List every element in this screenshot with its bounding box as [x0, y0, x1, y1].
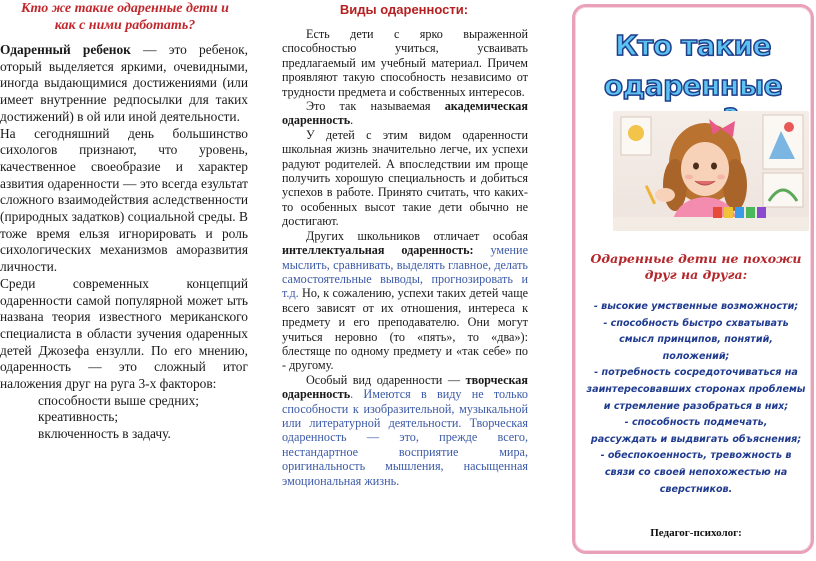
cover-panel [572, 4, 814, 554]
psychologist-signature-label: Педагог-психолог: [650, 527, 742, 539]
right-column [566, 0, 816, 561]
trait-line: - потребность сосредоточиваться на [594, 367, 798, 379]
trait-line: - обеспокоенность, тревожность в [600, 450, 792, 462]
traits-list [577, 299, 815, 498]
child-drawing-illustration [613, 111, 809, 231]
trait-line: связи со своей непохожестью на [604, 466, 788, 478]
trait-line: - высокие умственные возможности; [593, 301, 799, 312]
cover-subheading: Одаренные дети не похожи друг на друга: [590, 251, 802, 282]
middle-column [276, 0, 532, 561]
trait-line: сверстников. [659, 483, 733, 495]
paragraph-3: Среди современных концепций одаренности самой популярной может ыть названа теория известного мериканского специалиста в области зучения одаренных детей Джозефа ензулли. По его мнению, одаренность — это сложный итог наложения друг на руга 3-х факторов: [0, 275, 248, 392]
lead-paragraph [0, 42, 248, 126]
cover-title-line-1: Кто такие [614, 29, 772, 62]
left-column-title: Кто же такие одаренные дети и как с ними работать? [21, 1, 229, 33]
trait-line: рассуждать и выдвигать объяснения; [590, 433, 802, 445]
paragraph-2: На сегодняшний день большинство сихологов признают, что уровень, качественное своеобразие и характер азвития одаренности — это всегда езультат сложного взаимодействия аследственности (природных задатков) социальной среды. В тоже время ельзя игнорировать и роль сихологических механизмов аморазвития личности. [0, 125, 248, 275]
middle-column-title: Виды одаренности: [339, 2, 469, 17]
paragraph-intellectual: Других школьников отличает особая интеллектуальная одаренность: умение мыслить, сравнивать, выделять главное, делать самостоятельные выводы, прогнозировать и т.д. Но, к сожалению, успехи таких детей чаще всего зависят от их отношения, интереса к предмету и его преподавателю. Они могут учиться неровно (то «пять», то «два»): блестяще по одному предмету и «так себе» по - другому. [282, 228, 528, 373]
left-column [0, 0, 262, 561]
creative-term: творческая одаренность [282, 372, 528, 402]
paragraph-academic-intro: Есть дети с ярко выраженной способностью учиться, усваивать предлагаемый им учебный материал. Причем проявляют такую способность независимо от трудности предмета и собственных интересов. [282, 27, 528, 99]
trait-line: - способность быстро схватывать [603, 317, 789, 329]
academic-term: академическая одаренность [282, 99, 528, 128]
trait-line: смысл принципов, понятий, [619, 334, 773, 346]
trait-line: положений; [662, 350, 730, 362]
factors-list [0, 393, 248, 443]
intellectual-term: интеллектуальная одаренность: [282, 243, 474, 258]
paragraph-academic: Это так называемая академическая одаренность. [282, 99, 528, 128]
child-photo [613, 111, 809, 231]
cover-title-line-2: одаренные [603, 69, 783, 102]
left-column-body [0, 42, 248, 443]
middle-column-body [282, 27, 528, 488]
trait-line: - способность подмечать, [624, 417, 768, 429]
paragraph-creative: Особый вид одаренности — творческая одаренность. Имеются в виду не только способности к изобразительной, музыкальной или литературной деятельности. Творческая одаренность — это, прежде всего, нестандартное восприятие мира, оригинальность мышления, насыщенная эмоциональная жизнь. [282, 372, 528, 488]
trait-line: и стремление разобраться в них; [603, 400, 789, 412]
trait-line: заинтересовавших сторонах проблемы [586, 383, 806, 395]
lead-term: Одаренный ребенок [0, 42, 131, 57]
factor-item: креативность; [38, 409, 119, 425]
factor-item: способности выше средних; [38, 392, 199, 408]
paragraph-academic-detail: У детей с этим видом одаренности школьная жизнь значительно легче, их успехи радуют родителей. А впоследствии им проще получить хорошую специальность и добиться успехов в работе. Принято считать, что каких-то особенных высот такие дети обычно не достигают. [282, 127, 528, 229]
factor-item: включенность в задачу. [38, 426, 171, 442]
lead-text: — это ребенок, оторый выделяется яркими, очевидными, иногда выдающимися достижениями (или имеет внутренние редпосылки для таких достижений) в ой или иной деятельности. [0, 42, 248, 124]
